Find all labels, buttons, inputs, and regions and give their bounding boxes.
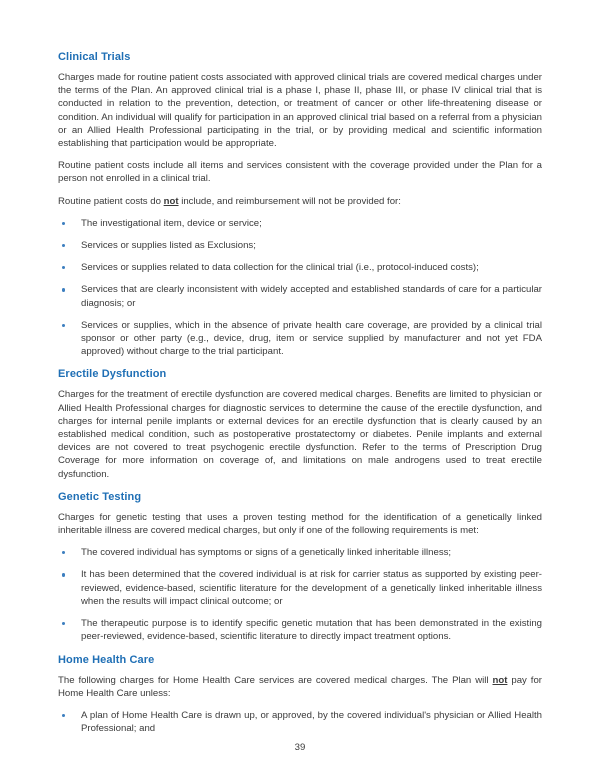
bullet-dot-icon bbox=[62, 622, 65, 625]
intro-text-after: include, and reimbursement will not be provided for: bbox=[178, 195, 401, 207]
emphasis-not: not bbox=[492, 674, 508, 686]
bullet-dot-icon bbox=[62, 324, 65, 327]
list-item bbox=[58, 709, 542, 735]
list-item-text: Services or supplies listed as Exclusions; bbox=[81, 240, 256, 252]
section-heading-home-health-care: Home Health Care bbox=[58, 653, 155, 666]
list-item bbox=[58, 319, 542, 359]
paragraph-clinical-trials-2: Routine patient costs include all items and services consistent with the coverage provided under the Plan for a person not enrolled in a clinical trial. bbox=[58, 160, 542, 185]
section-erectile-dysfunction bbox=[58, 367, 542, 480]
list-item bbox=[58, 261, 542, 274]
intro-text-before: Routine patient costs do bbox=[58, 195, 164, 207]
bullet-dot-icon bbox=[62, 266, 65, 269]
paragraph-clinical-trials-intro bbox=[58, 195, 542, 208]
bullet-dot-icon bbox=[62, 244, 65, 247]
section-genetic-testing bbox=[58, 490, 542, 644]
section-home-health-care bbox=[58, 653, 542, 736]
list-item-text: The investigational item, device or service; bbox=[81, 217, 262, 229]
list-item-text: It has been determined that the covered individual is at risk for carrier status as supported by existing peer-reviewed, evidence-based, scientific literature for the development of a genetically linked inheritable illness when the results will impact clinical outcome; or bbox=[81, 569, 542, 607]
list-item bbox=[58, 283, 542, 309]
list-item bbox=[58, 217, 542, 230]
list-item bbox=[58, 617, 542, 643]
bullet-dot-icon bbox=[62, 573, 65, 576]
list-item-text: Services or supplies related to data collection for the clinical trial (i.e., protocol-induced costs); bbox=[81, 262, 479, 274]
list-item-text: Services or supplies, which in the absence of private health care coverage, are provided by a clinical trial sponsor or other party (e.g., device, drug, item or service supplied by manufacturer and not yet FDA approved) without charge to the trial participant. bbox=[81, 319, 542, 358]
bullet-dot-icon bbox=[62, 288, 65, 291]
list-item-text: The covered individual has symptoms or signs of a genetically linked inheritable illness; bbox=[81, 547, 452, 559]
list-item bbox=[58, 546, 542, 559]
bullet-list-clinical-trials bbox=[58, 217, 542, 359]
list-item-text: The therapeutic purpose is to identify specific genetic mutation that has been demonstrated in the existing peer-reviewed, evidence-based, scientific literature to directly impact treatment options. bbox=[81, 618, 542, 643]
bullet-dot-icon bbox=[62, 551, 65, 554]
paragraph-genetic-testing: Charges for genetic testing that uses a proven testing method for the identification of a genetically linked inheritable illness are covered medical charges, but only if one of the following requirements is met: bbox=[58, 511, 542, 537]
paragraph-erectile-dysfunction: Charges for the treatment of erectile dysfunction are covered medical charges. Benefits are limited to physician or Allied Health Professional charges for diagnostic services to determine the cause of the erectile dysfunction, and charges for internal penile implants or external devices for an erectile dysfunction that is clearly caused by an established medical condition, such as postoperative prostatectomy or diabetes. Penile implants and external devices are not covered to treat psychogenic erectile dysfunction. Refer to the terms of Prescription Drug Coverage for more information on coverage of, and limitations on male androgens used to treat erectile dysfunction. bbox=[58, 389, 542, 480]
bullet-list-genetic-testing bbox=[58, 546, 542, 643]
section-heading-clinical-trials: Clinical Trials bbox=[58, 51, 131, 63]
section-heading-genetic-testing: Genetic Testing bbox=[58, 490, 142, 503]
intro-text-after: pay for Home Health Care unless: bbox=[58, 674, 542, 699]
list-item-text: A plan of Home Health Care is drawn up, or approved, by the covered individual's physician or Allied Health Professional; and bbox=[81, 709, 542, 735]
page-number: 39 bbox=[294, 742, 306, 753]
emphasis-not: not bbox=[163, 195, 179, 207]
page-content bbox=[58, 50, 542, 735]
section-heading-erectile-dysfunction: Erectile Dysfunction bbox=[58, 368, 167, 381]
bullet-dot-icon bbox=[62, 714, 65, 717]
list-item bbox=[58, 239, 542, 252]
list-item-text: Services that are clearly inconsistent with widely accepted and established standards of care for a particular diagnosis; or bbox=[81, 284, 542, 309]
paragraph-home-health-care-intro bbox=[58, 674, 542, 700]
section-clinical-trials bbox=[58, 50, 542, 358]
bullet-dot-icon bbox=[62, 222, 65, 225]
bullet-list-home-health-care bbox=[58, 709, 542, 735]
paragraph-clinical-trials-1: Charges made for routine patient costs associated with approved clinical trials are covered medical charges under the terms of the Plan. An approved clinical trial is a phase I, phase II, phase III, or phase IV clinical trial that is conducted in relation to the prevention, detection, or treatment of cancer or other life-threatening disease or condition. An individual will qualify for participation in an approved clinical trial based on a referral from a physician or an Allied Health Professional participating in the trial, or by providing medical and scientific information establishing that participation would be appropriate. bbox=[58, 72, 542, 150]
intro-text-before: The following charges for Home Health Care services are covered medical charges. The Plan will bbox=[58, 674, 493, 686]
list-item bbox=[58, 568, 542, 608]
